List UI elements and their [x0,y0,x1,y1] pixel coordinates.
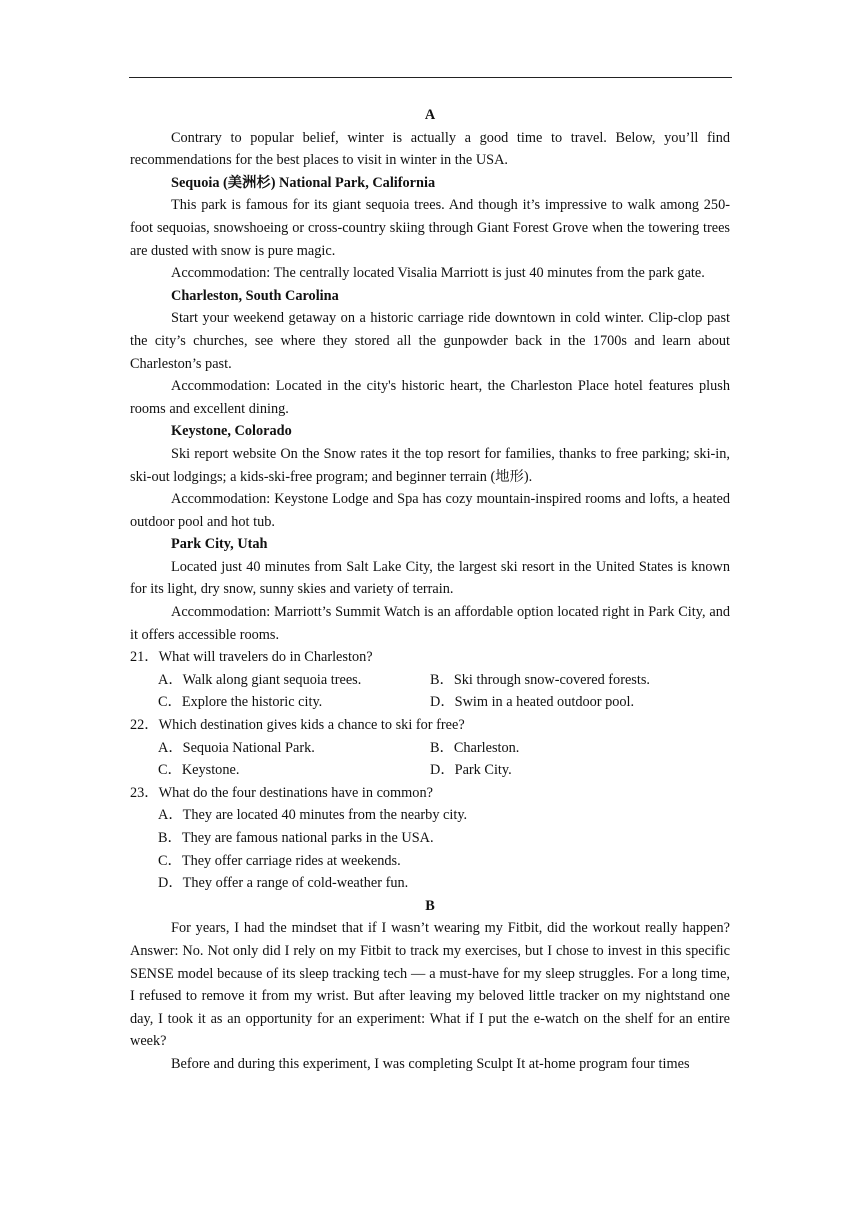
place-text-park-city: Located just 40 minutes from Salt Lake City, the largest ski resort in the United States is known for its light, dry snow, sunny skies and variety of terrain. [130,558,730,598]
question-22-stem: 22．Which destination gives kids a chance to ski for free? [130,717,465,734]
question-23-option-a: A．They are located 40 minutes from the nearby city. [158,807,468,824]
exam-page [130,104,730,1076]
place-heading-park-city: Park City, Utah [171,536,268,553]
section-a-label: A [424,107,436,123]
question-21-option-b: B．Ski through snow-covered forests. [430,671,650,688]
place-text-keystone: Ski report website On the Snow rates it the top resort for families, thanks to free parking; ski-in, ski-out lodgings; a kids-ski-free program; and beginner terrain (地形). [130,445,730,485]
question-21-options [130,669,730,714]
section-b-label: B [425,897,435,914]
question-21-stem: 21．What will travelers do in Charleston? [130,649,373,666]
question-23-option-b: B．They are famous national parks in the USA. [158,830,434,846]
place-heading-charleston: Charleston, South Carolina [171,287,339,304]
question-22-option-b: B．Charleston. [430,739,520,756]
section-b-paragraph-1: For years, I had the mindset that if I wasn’t wearing my Fitbit, did the workout really happen? Answer: No. Not only did I rely on my Fitbit to track my exercises, but I chose to invest in this specific SENSE model because of its sleep tracking tech — a must-have for my sleep struggles. For a long time, I refused to remove it from my wrist. But after leaving my beloved little tracker on my nightstand one day, I took it as an opportunity for an experiment: What if I put the e-watch on the shelf for an entire week? [130,920,730,1050]
place-accommodation-charleston: Accommodation: Located in the city's historic heart, the Charleston Place hotel features plush rooms and excellent dining. [130,378,730,417]
question-22-option-c: C．Keystone. [158,762,240,779]
place-accommodation-keystone: Accommodation: Keystone Lodge and Spa has cozy mountain-inspired rooms and lofts, a heated outdoor pool and hot tub. [130,491,730,530]
question-23-options [130,804,730,894]
question-21-option-d: D．Swim in a heated outdoor pool. [430,694,635,711]
question-21-option-a: A．Walk along giant sequoia trees. [158,671,362,688]
question-22-options [130,737,730,782]
place-accommodation-sequoia: Accommodation: The centrally located Visalia Marriott is just 40 minutes from the park gate. [171,265,705,282]
question-22-option-a: A．Sequoia National Park. [158,739,315,756]
place-text-sequoia: This park is famous for its giant sequoia trees. And though it’s impressive to walk among 250-foot sequoias, snowshoeing or cross-country skiing through Giant Forest Grove when the towering trees are dusted with snow is pure magic. [130,197,730,259]
header-rule [129,77,732,78]
question-21-option-c: C．Explore the historic city. [158,694,323,711]
question-23-option-d: D．They offer a range of cold-weather fun. [158,875,409,892]
place-heading-keystone: Keystone, Colorado [171,423,292,440]
place-heading-sequoia: Sequoia (美洲杉) National Park, California [171,174,436,191]
question-22-option-d: D．Park City. [430,762,512,779]
section-b-paragraph-2: Before and during this experiment, I was completing Sculpt It at-home program four times [171,1055,690,1072]
place-accommodation-park-city: Accommodation: Marriott’s Summit Watch is an affordable option located right in Park City, and it offers accessible rooms. [130,604,730,643]
place-text-charleston: Start your weekend getaway on a historic carriage ride downtown in cold winter. Clip-clop past the city’s churches, see where they stored all the gunpowder back in the 1700s and learn about Charleston’s past. [130,310,730,372]
question-23-stem: 23．What do the four destinations have in common? [130,784,433,801]
question-23-option-c: C．They offer carriage rides at weekends. [158,852,401,869]
section-a-intro: Contrary to popular belief, winter is actually a good time to travel. Below, you’ll find recommendations for the best places to visit in winter in the USA. [130,129,730,169]
